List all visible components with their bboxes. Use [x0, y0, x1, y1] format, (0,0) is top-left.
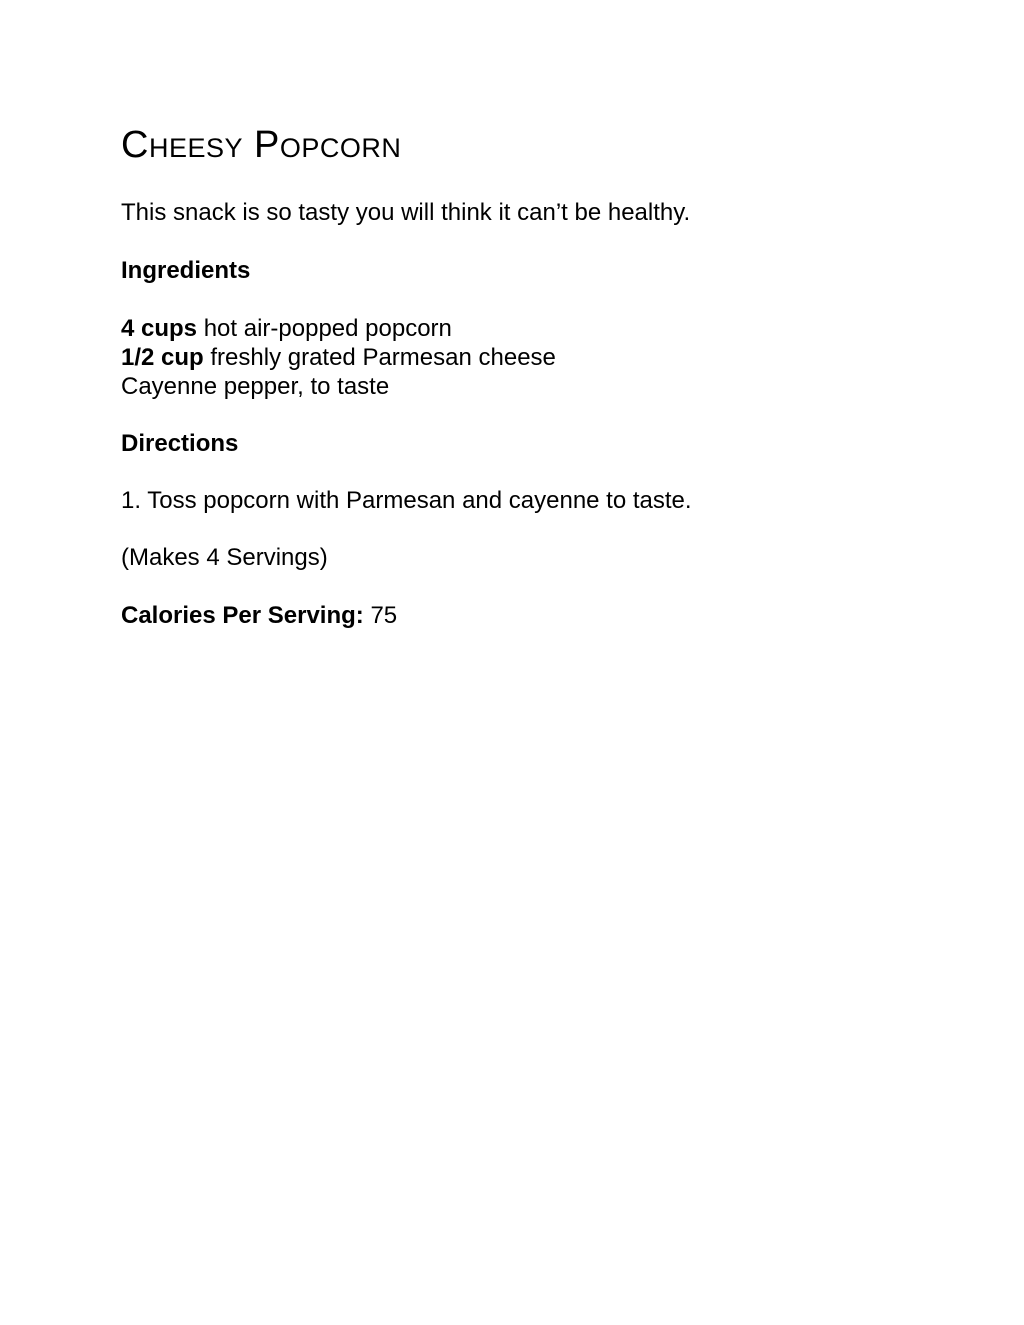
servings-text: (Makes 4 Servings) [121, 544, 328, 571]
ingredient-name: hot air-popped popcorn [203, 315, 452, 342]
directions-heading: Directions [121, 430, 239, 457]
ingredient-name: freshly grated Parmesan cheese [210, 344, 556, 371]
calories-label: Calories Per Serving: [121, 602, 364, 629]
recipe-title: Cheesy Popcorn [121, 124, 402, 166]
recipe-intro: This snack is so tasty you will think it can’t be healthy. [121, 199, 691, 226]
ingredient-item [121, 314, 941, 343]
ingredient-name: Cayenne pepper, to taste [121, 373, 390, 400]
calories-line [121, 601, 941, 631]
ingredient-item [121, 343, 941, 372]
calories-value: 75 [370, 602, 398, 629]
ingredient-qty: 4 cups [121, 315, 198, 342]
direction-step: 1. Toss popcorn with Parmesan and cayenne to taste. [121, 487, 692, 514]
ingredients-list [121, 314, 941, 401]
recipe-content [121, 118, 941, 631]
ingredient-item [121, 372, 941, 401]
ingredient-qty: 1/2 cup [121, 344, 204, 371]
ingredients-heading: Ingredients [121, 257, 251, 284]
